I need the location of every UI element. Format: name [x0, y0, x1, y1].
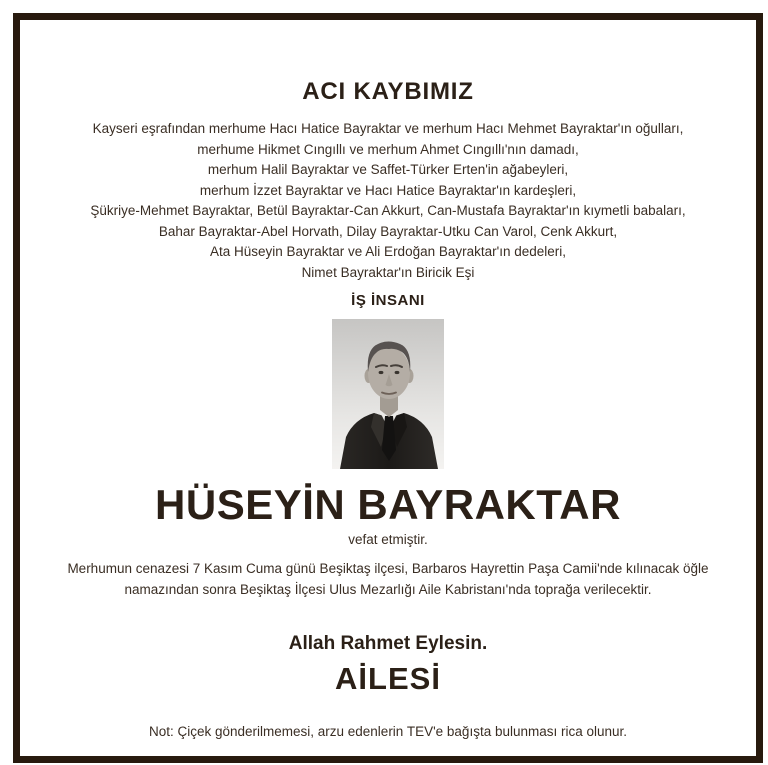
funeral-info-line: namazından sonra Beşiktaş İlçesi Ulus Mezarlığı Aile Kabristanı'nda toprağa verilecektir.: [124, 581, 652, 597]
funeral-info-line: Merhumun cenazesi 7 Kasım Cuma günü Beşiktaş ilçesi, Barbaros Hayrettin Paşa Camii'nde kılınacak öğle: [67, 561, 709, 576]
lineage-line: merhume Hikmet Cıngıllı ve merhum Ahmet Cıngıllı'nın damadı,: [197, 141, 579, 157]
lineage-paragraph: [20, 119, 756, 283]
obituary-frame-border: [13, 13, 763, 763]
lineage-line: merhum Halil Bayraktar ve Saffet-Türker Erten'in ağabeyleri,: [207, 162, 569, 177]
lineage-line: Bahar Bayraktar-Abel Horvath, Dilay Bayraktar-Utku Can Varol, Cenk Akkurt,: [158, 223, 618, 239]
lineage-line: Nimet Bayraktar'ın Biricik Eşi: [301, 264, 475, 280]
funeral-info: [20, 559, 756, 600]
prayer-line: Allah Rahmet Eylesin.: [288, 633, 488, 654]
family-signature: AİLESİ: [335, 661, 441, 696]
lineage-line: Şükriye-Mehmet Bayraktar, Betül Bayraktar-Can Akkurt, Can-Mustafa Bayraktar'ın kıymetli babaları,: [90, 203, 686, 218]
role-label: İŞ İNSANI: [351, 292, 425, 309]
obituary-title: ACI KAYBIMIZ: [302, 78, 474, 105]
portrait-photo-image: [332, 319, 444, 469]
portrait-photo: [20, 319, 756, 469]
lineage-line: Ata Hüseyin Bayraktar ve Ali Erdoğan Bayraktar'ın dedeleri,: [209, 244, 566, 259]
lineage-line: Kayseri eşrafından merhume Hacı Hatice Bayraktar ve merhum Hacı Mehmet Bayraktar'ın oğulları,: [92, 121, 684, 136]
flower-note: Not: Çiçek gönderilmemesi, arzu edenlerin TEV'e bağışta bulunması rica olunur.: [148, 724, 628, 739]
deceased-line: vefat etmiştir.: [348, 532, 428, 547]
deceased-name: HÜSEYİN BAYRAKTAR: [155, 481, 621, 528]
lineage-line: merhum İzzet Bayraktar ve Hacı Hatice Bayraktar'ın kardeşleri,: [199, 182, 577, 198]
